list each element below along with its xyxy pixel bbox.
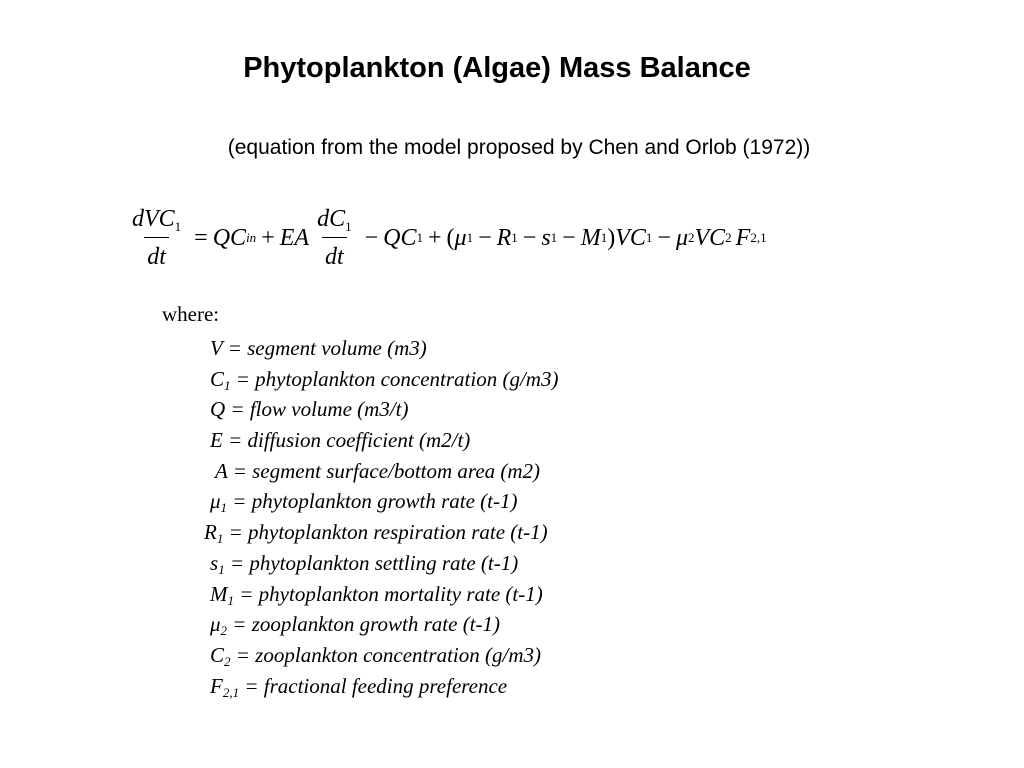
eq-f21-sub: 2,1 — [750, 230, 767, 245]
eq-m1: M — [580, 224, 601, 251]
def-symbol: C — [210, 642, 225, 667]
eq-equals: = — [194, 224, 208, 251]
def-symbol: A — [215, 458, 228, 483]
eq-frac2-num: dC — [317, 205, 346, 232]
dc-denominator — [322, 237, 347, 271]
eq-frac2-den: dt — [324, 243, 344, 270]
def-text: = flow volume (m3/t) — [225, 397, 409, 422]
def-subscript: 1 — [224, 377, 231, 393]
def-text: = segment volume (m3) — [222, 336, 427, 360]
def-symbol: C — [210, 366, 225, 391]
def-subscript: 1 — [218, 561, 225, 577]
def-text: = zooplankton growth rate (t-1) — [227, 612, 501, 637]
eq-plus-2: + — [427, 224, 442, 251]
def-symbol: s — [210, 550, 219, 575]
def-subscript: 1 — [227, 592, 234, 608]
def-symbol: R — [204, 520, 217, 545]
def-text: = phytoplankton mortality rate (t-1) — [234, 581, 543, 606]
eq-term-qc1: QC — [383, 224, 417, 251]
where-label: where: — [162, 302, 220, 326]
def-subscript: 1 — [220, 500, 228, 516]
eq-lhs-num-sub: 1 — [174, 218, 182, 234]
eq-minus-3: − — [522, 224, 537, 251]
def-subscript: 2 — [220, 623, 228, 639]
definition-row — [210, 640, 558, 671]
definition-row — [210, 364, 558, 395]
def-subscript: 2 — [224, 653, 231, 669]
eq-s1-sub: 1 — [550, 230, 558, 245]
definition-row — [210, 486, 558, 517]
def-text: = phytoplankton growth rate (t-1) — [227, 489, 518, 514]
def-subscript: 2,1 — [222, 684, 240, 700]
definition-row — [210, 671, 558, 702]
lhs-fraction — [129, 206, 184, 271]
eq-term-ea: EA — [279, 224, 310, 251]
def-subscript: 1 — [216, 531, 224, 547]
def-text: = zooplankton concentration (g/m3) — [230, 642, 541, 667]
eq-frac2-num-sub: 1 — [345, 218, 352, 234]
def-symbol: E — [210, 428, 223, 453]
eq-minus-2: − — [478, 224, 492, 251]
definition-row — [215, 456, 558, 487]
slide-subtitle: (equation from the model proposed by Chen and Orlob (1972)) — [227, 136, 811, 159]
eq-mu1: μ — [454, 224, 467, 251]
def-symbol: F — [210, 673, 223, 698]
eq-vc1-sub: 1 — [645, 230, 653, 245]
eq-r1: R — [496, 224, 512, 251]
eq-open-paren: ( — [446, 224, 455, 251]
definition-row — [210, 609, 558, 640]
eq-minus-5: − — [657, 224, 671, 251]
slide-title: Phytoplankton (Algae) Mass Balance — [243, 52, 751, 84]
eq-vc2: VC — [694, 224, 726, 251]
variable-definitions — [204, 333, 559, 701]
eq-s1: s — [541, 224, 551, 251]
eq-close-paren: ) — [607, 224, 616, 251]
def-symbol: μ — [210, 489, 221, 514]
definition-row — [210, 394, 558, 425]
eq-minus-1: − — [364, 224, 379, 251]
def-symbol: M — [210, 581, 228, 606]
def-text: = fractional feeding preference — [239, 673, 508, 698]
def-text: = diffusion coefficient (m2/t) — [222, 428, 471, 453]
eq-lhs-num: dVC — [132, 205, 175, 232]
eq-term-qcin-sub: in — [246, 230, 257, 245]
def-symbol: V — [210, 336, 223, 360]
def-text: = phytoplankton settling rate (t-1) — [224, 550, 519, 575]
eq-plus-1: + — [261, 224, 275, 251]
eq-vc1: VC — [615, 224, 646, 251]
def-text: = phytoplankton concentration (g/m3) — [230, 366, 559, 391]
eq-mu2-sub: 2 — [687, 230, 695, 245]
mass-balance-equation — [124, 200, 767, 276]
eq-term-qcin: QC — [212, 224, 247, 251]
eq-vc2-sub: 2 — [725, 230, 732, 245]
definition-row — [210, 425, 558, 456]
def-text: = segment surface/bottom area (m2) — [227, 458, 541, 483]
eq-lhs-den: dt — [147, 243, 166, 270]
lhs-numerator — [129, 206, 184, 237]
eq-f21: F — [735, 224, 751, 251]
eq-r1-sub: 1 — [511, 230, 518, 245]
definition-row — [204, 517, 558, 548]
def-symbol: μ — [210, 612, 221, 637]
def-text: = phytoplankton respiration rate (t-1) — [223, 520, 548, 545]
def-symbol: Q — [210, 397, 226, 422]
lhs-denominator — [144, 237, 169, 271]
definition-row — [210, 579, 558, 610]
dc-numerator — [314, 206, 355, 237]
eq-mu2: μ — [675, 224, 688, 251]
eq-term-qc1-sub: 1 — [416, 230, 423, 245]
definition-row — [210, 548, 558, 579]
eq-m1-sub: 1 — [600, 230, 608, 245]
definition-row — [210, 333, 558, 364]
dc-dt-fraction — [314, 206, 355, 271]
eq-mu1-sub: 1 — [466, 230, 474, 245]
eq-minus-4: − — [562, 224, 576, 251]
